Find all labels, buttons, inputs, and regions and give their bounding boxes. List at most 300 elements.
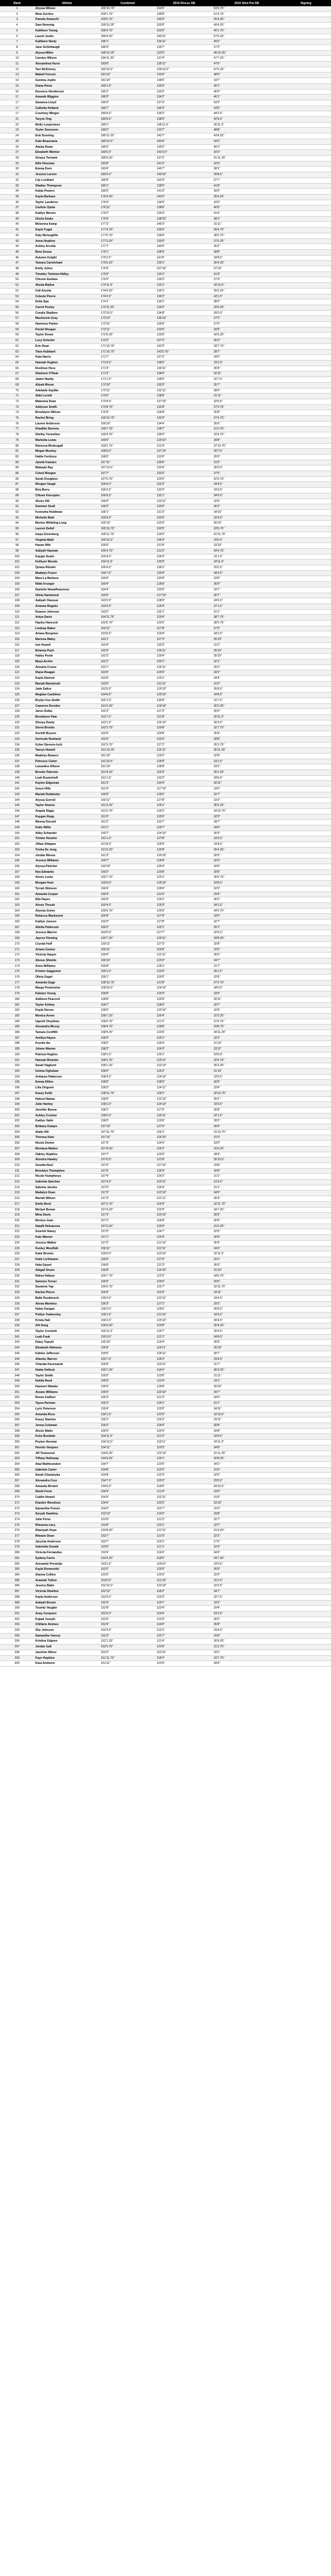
cell-shot-put: 30'8"	[213, 1168, 281, 1174]
cell-combined: 160'4.5"	[100, 902, 156, 908]
cell-discus: 126'10"	[156, 687, 213, 692]
cell-rank: 15	[0, 83, 34, 89]
cell-signing	[281, 1295, 331, 1301]
cell-rank: 155	[0, 858, 34, 864]
cell-signing	[281, 1307, 331, 1313]
cell-athlete: Kenley Woolfolk	[34, 1246, 100, 1251]
cell-shot-put: 34'6.5"	[213, 598, 281, 604]
cell-shot-put: 29'1"	[213, 1257, 281, 1262]
cell-discus: 134'2"	[156, 95, 213, 100]
cell-athlete: Tamara Carmichael	[34, 261, 100, 266]
cell-discus: 143'3"	[156, 177, 213, 183]
cell-signing	[281, 1129, 331, 1135]
cell-rank: 126	[0, 698, 34, 703]
cell-combined: 159'4"	[100, 953, 156, 958]
table-row	[0, 144, 331, 150]
cell-rank: 129	[0, 715, 34, 720]
cell-rank: 207	[0, 1146, 34, 1152]
cell-rank: 180	[0, 997, 34, 1002]
cell-signing	[281, 167, 331, 172]
cell-shot-put: 31'11"	[213, 394, 281, 399]
cell-combined: 154'9.25"	[100, 1456, 156, 1462]
cell-discus: 124'3"	[156, 1047, 213, 1052]
cell-combined: 154'7.5"	[100, 1479, 156, 1484]
cell-signing	[281, 731, 331, 737]
cell-combined: 157'11.75"	[100, 1129, 156, 1135]
cell-shot-put: 32'7"	[213, 920, 281, 925]
cell-discus: 125'1"	[156, 1052, 213, 1058]
cell-combined: 157'0"	[100, 1229, 156, 1235]
cell-signing	[281, 570, 331, 576]
cell-rank: 219	[0, 1213, 34, 1218]
cell-discus: 125'1"	[156, 925, 213, 930]
table-row	[0, 792, 331, 797]
cell-shot-put: 34'10.5"	[213, 1484, 281, 1489]
cell-signing	[281, 1390, 331, 1395]
cell-discus: 140'2"	[156, 194, 213, 200]
cell-rank: 30	[0, 167, 34, 172]
cell-signing	[281, 349, 331, 355]
table-row	[0, 820, 331, 825]
table-row	[0, 1661, 331, 1667]
cell-rank: 261	[0, 1445, 34, 1451]
cell-rank: 97	[0, 537, 34, 543]
cell-signing	[281, 825, 331, 831]
cell-athlete: Balle Ruskkosch	[34, 1295, 100, 1301]
cell-signing	[281, 128, 331, 133]
table-row	[0, 609, 331, 615]
cell-athlete: Kasey Keith	[34, 1091, 100, 1096]
cell-athlete: Coralie Skallern	[34, 310, 100, 316]
cell-discus: 126'11"	[156, 665, 213, 670]
cell-athlete: Kiandre Woodson	[34, 1500, 100, 1506]
cell-combined: 155'7.25"	[100, 1367, 156, 1373]
cell-rank: 149	[0, 825, 34, 831]
cell-signing	[281, 1052, 331, 1058]
cell-discus: 123'4"	[156, 1606, 213, 1611]
table-row	[0, 1080, 331, 1086]
cell-shot-put: 34'2"	[213, 670, 281, 676]
cell-signing	[281, 969, 331, 975]
cell-combined: 171'1.5"	[100, 377, 156, 383]
table-row	[0, 1401, 331, 1407]
cell-discus: 138'4"	[156, 371, 213, 377]
table-row	[0, 404, 331, 410]
cell-discus: 126'1"	[156, 1129, 213, 1135]
table-row	[0, 969, 331, 975]
cell-discus: 125'2"	[156, 1417, 213, 1423]
cell-combined: 152'5.5"	[100, 1628, 156, 1634]
cell-shot-put: 34'3.5"	[213, 488, 281, 493]
table-row	[0, 1207, 331, 1213]
cell-athlete: Montana Mattox	[34, 1146, 100, 1152]
cell-rank: 188	[0, 1041, 34, 1047]
cell-signing	[281, 106, 331, 111]
cell-discus: 140'10"	[156, 172, 213, 178]
cell-shot-put: 30'7"	[213, 1002, 281, 1008]
cell-discus: 134'4"	[156, 421, 213, 427]
table-row	[0, 394, 331, 399]
table-row	[0, 1329, 331, 1335]
cell-athlete: Carlisle Ojeda	[34, 205, 100, 211]
cell-athlete: Hannah Ricketts	[34, 1058, 100, 1063]
cell-discus: 128'9"	[156, 759, 213, 764]
cell-rank: 63	[0, 349, 34, 355]
table-row	[0, 1213, 331, 1218]
cell-signing	[281, 1440, 331, 1445]
cell-discus: 121'2"	[156, 1019, 213, 1024]
cell-signing	[281, 482, 331, 488]
cell-signing	[281, 582, 331, 588]
cell-signing	[281, 17, 331, 23]
cell-athlete: Alietta Patterson	[34, 925, 100, 930]
table-row	[0, 34, 331, 39]
cell-discus: 132'6"	[156, 416, 213, 422]
cell-rank: 278	[0, 1539, 34, 1545]
cell-shot-put: 32'3"	[213, 858, 281, 864]
cell-rank: 103	[0, 570, 34, 576]
cell-shot-put: 33'1.5"	[213, 759, 281, 764]
cell-signing	[281, 316, 331, 322]
cell-shot-put: 43'0"	[213, 100, 281, 106]
cell-shot-put: 39'6"	[213, 189, 281, 195]
cell-rank: 95	[0, 526, 34, 532]
table-row	[0, 787, 331, 792]
table-row	[0, 62, 331, 67]
table-row	[0, 1290, 331, 1296]
cell-discus: 138'6"	[156, 377, 213, 383]
cell-discus: 122'2"	[156, 1274, 213, 1279]
cell-athlete: Kaygan Repp	[34, 814, 100, 820]
cell-discus: 124'8"	[156, 1384, 213, 1390]
cell-rank: 194	[0, 1074, 34, 1080]
cell-shot-put: 33'11"	[213, 1290, 281, 1296]
cell-athlete: Anna Hopkins	[34, 238, 100, 244]
cell-shot-put: 34'11.5"	[213, 1440, 281, 1445]
cell-shot-put: 34'8.5"	[213, 1334, 281, 1340]
cell-athlete: Makenna Dean	[34, 399, 100, 404]
cell-discus: 134'11"	[156, 366, 213, 371]
cell-athlete: Xochitl Bryson	[34, 731, 100, 737]
cell-shot-put: 33'2"	[213, 1600, 281, 1606]
cell-athlete: Olivia Gegel	[34, 975, 100, 981]
cell-shot-put: 38'2.75"	[213, 233, 281, 238]
cell-rank: 101	[0, 560, 34, 565]
cell-combined: 154'10.5"	[100, 1440, 156, 1445]
cell-combined: 200'10.75"	[100, 6, 156, 11]
cell-signing	[281, 1086, 331, 1091]
cell-athlete: Shelby Yermetten	[34, 432, 100, 438]
cell-athlete: Chillarie Ammes	[34, 1622, 100, 1628]
cell-combined: 153'5"	[100, 1545, 156, 1550]
cell-rank: 134	[0, 742, 34, 748]
table-row	[0, 1069, 331, 1075]
cell-combined: 176'11"	[100, 205, 156, 211]
cell-rank: 269	[0, 1489, 34, 1495]
table-row	[0, 1362, 331, 1368]
cell-discus: 118'3"	[156, 1589, 213, 1595]
cell-shot-put: 34'0.75"	[213, 908, 281, 914]
cell-combined: 184'11.25"	[100, 56, 156, 62]
cell-athlete: Mabell Forrest	[34, 72, 100, 78]
cell-athlete: Meghan Castilmer	[34, 692, 100, 698]
cell-athlete: Flerah Morgan	[34, 327, 100, 333]
cell-rank: 179	[0, 991, 34, 997]
cell-rank: 279	[0, 1545, 34, 1550]
table-row	[0, 1534, 331, 1540]
cell-discus: 126'4"	[156, 1013, 213, 1019]
cell-shot-put: 33'5"	[213, 914, 281, 920]
cell-combined: 169'10"	[100, 421, 156, 427]
cell-signing	[281, 1373, 331, 1379]
table-row	[0, 1096, 331, 1102]
cell-discus: 129'6"	[156, 814, 213, 820]
cell-shot-put: 32'8"	[213, 753, 281, 759]
cell-rank: 70	[0, 388, 34, 394]
cell-signing	[281, 89, 331, 95]
cell-combined: 151'11"	[100, 1661, 156, 1667]
cell-signing	[281, 283, 331, 289]
cell-shot-put: 29'1"	[213, 1650, 281, 1655]
cell-athlete: Lauren Anderson	[34, 421, 100, 427]
cell-combined: 157'10"	[100, 1124, 156, 1130]
cell-combined: 161'1.5"	[100, 775, 156, 781]
table-row	[0, 902, 331, 908]
cell-rank: 9	[0, 50, 34, 56]
cell-signing	[281, 1069, 331, 1075]
cell-discus: 138'10"	[156, 216, 213, 222]
cell-discus: 132'4"	[156, 465, 213, 471]
cell-signing	[281, 665, 331, 670]
cell-discus: 119'4"	[156, 1367, 213, 1373]
cell-signing	[281, 388, 331, 394]
cell-athlete: Fumezha Heidtman	[34, 509, 100, 515]
cell-discus: 131'4"	[156, 443, 213, 449]
cell-rank: 130	[0, 720, 34, 726]
cell-shot-put: 38'1"	[213, 167, 281, 172]
cell-shot-put: 34'7"	[213, 1390, 281, 1395]
cell-signing	[281, 1572, 331, 1578]
table-row	[0, 1318, 331, 1323]
cell-shot-put: 34'11"	[213, 1406, 281, 1412]
cell-shot-put: 37'0.75"	[213, 404, 281, 410]
cell-shot-put: 36'5"	[213, 953, 281, 958]
cell-athlete: Ranessa Mcdougall	[34, 443, 100, 449]
cell-discus: 124'3"	[156, 1201, 213, 1207]
cell-signing	[281, 476, 331, 482]
cell-combined: 177'4.75"	[100, 228, 156, 233]
table-row	[0, 920, 331, 925]
cell-rank: 230	[0, 1274, 34, 1279]
table-row	[0, 1461, 331, 1467]
cell-discus: 127'4"	[156, 914, 213, 920]
table-row	[0, 698, 331, 703]
table-row	[0, 764, 331, 770]
cell-signing	[281, 576, 331, 582]
cell-rank: 59	[0, 327, 34, 333]
cell-discus: 122'11"	[156, 1650, 213, 1655]
cell-rank: 237	[0, 1312, 34, 1318]
cell-athlete: Nicole Dorien	[34, 1141, 100, 1147]
cell-shot-put: 30'6"	[213, 1218, 281, 1224]
cell-athlete: Alexis Watts	[34, 1428, 100, 1434]
table-row	[0, 1606, 331, 1611]
cell-combined: 158'7"	[100, 1002, 156, 1008]
cell-signing	[281, 920, 331, 925]
cell-rank: 249	[0, 1379, 34, 1384]
cell-rank: 289	[0, 1600, 34, 1606]
cell-signing	[281, 1229, 331, 1235]
cell-rank: 47	[0, 261, 34, 266]
table-row	[0, 421, 331, 427]
table-row	[0, 908, 331, 914]
cell-rank: 270	[0, 1495, 34, 1501]
cell-combined: 165'10.75"	[100, 526, 156, 532]
table-row	[0, 864, 331, 869]
cell-signing	[281, 1434, 331, 1440]
cell-shot-put: 34'8.5"	[213, 255, 281, 261]
table-row	[0, 748, 331, 754]
cell-shot-put: 36'3.25"	[213, 1367, 281, 1373]
cell-rank: 113	[0, 626, 34, 631]
cell-combined: 160'10"	[100, 864, 156, 869]
cell-shot-put: 34'1.5"	[213, 902, 281, 908]
cell-athlete: Kelliyon Woods	[34, 560, 100, 565]
cell-shot-put: 31'10.75"	[213, 1129, 281, 1135]
cell-discus: 133'6"	[156, 327, 213, 333]
table-row	[0, 155, 331, 161]
cell-combined: 161'1"	[100, 825, 156, 831]
cell-signing	[281, 775, 331, 781]
cell-shot-put: 38'1"	[213, 216, 281, 222]
table-row	[0, 1356, 331, 1362]
table-row	[0, 1484, 331, 1489]
cell-signing	[281, 1633, 331, 1639]
cell-discus: 136'1"	[156, 299, 213, 305]
cell-discus: 124'10"	[156, 986, 213, 991]
cell-rank: 26	[0, 144, 34, 150]
cell-discus: 133'2"	[156, 89, 213, 95]
table-row	[0, 1240, 331, 1246]
cell-rank: 52	[0, 288, 34, 294]
cell-shot-put: 32'7.5"	[213, 377, 281, 383]
cell-combined: 172'11"	[100, 327, 156, 333]
cell-discus: 130'6"	[156, 698, 213, 703]
cell-athlete: Daisy Tupuhi	[34, 1340, 100, 1346]
cell-athlete: Elizabeth Atkinson	[34, 1346, 100, 1351]
cell-athlete: Zenetta Noel	[34, 1163, 100, 1168]
cell-shot-put: 40'10"	[213, 521, 281, 526]
cell-athlete: Kelsi Burdette	[34, 1434, 100, 1440]
cell-athlete: Alexandrea Hurst	[34, 62, 100, 67]
cell-athlete: Elizabeth Weimer	[34, 150, 100, 156]
cell-signing	[281, 1301, 331, 1307]
cell-signing	[281, 781, 331, 787]
cell-signing	[281, 787, 331, 792]
cell-rank: 148	[0, 820, 34, 825]
cell-athlete: Faye Hopkins	[34, 1655, 100, 1661]
cell-signing	[281, 1445, 331, 1451]
cell-athlete: Shreya Dewly	[34, 720, 100, 726]
cell-combined: 156'1.5"	[100, 1312, 156, 1318]
cell-athlete: Grace Hills	[34, 787, 100, 792]
cell-signing	[281, 642, 331, 648]
table-row	[0, 1224, 331, 1229]
cell-discus: 133'4"	[156, 736, 213, 742]
cell-rank: 267	[0, 1479, 34, 1484]
cell-rank: 293	[0, 1622, 34, 1628]
cell-athlete: Shaniyah Hope	[34, 1528, 100, 1534]
cell-discus: 126'11"	[156, 648, 213, 654]
cell-shot-put: 43'0"	[213, 200, 281, 205]
cell-signing	[281, 11, 331, 17]
cell-shot-put: 33'6"	[213, 787, 281, 792]
cell-shot-put: 33'4"	[213, 1086, 281, 1091]
cell-rank: 10	[0, 56, 34, 62]
cell-signing	[281, 56, 331, 62]
cell-shot-put: 43'5"	[213, 106, 281, 111]
cell-combined: 162'7.5"	[100, 715, 156, 720]
cell-athlete: Kaitlyn Morelo	[34, 211, 100, 217]
table-row	[0, 687, 331, 692]
cell-rank: 245	[0, 1356, 34, 1362]
cell-signing	[281, 703, 331, 709]
cell-shot-put: 37'5"	[213, 471, 281, 477]
cell-combined: 180'6.5"	[100, 117, 156, 123]
cell-combined: 155'2"	[100, 1423, 156, 1429]
cell-discus: 133'7"	[156, 128, 213, 133]
cell-athlete: Addyson Smith	[34, 404, 100, 410]
cell-athlete: Kajaal Joseph	[34, 1617, 100, 1622]
cell-combined: 160'4"	[100, 886, 156, 892]
cell-discus: 141'0"	[156, 189, 213, 195]
table-row	[0, 255, 331, 261]
cell-rank: 82	[0, 454, 34, 460]
cell-combined: 163'5.5"	[100, 604, 156, 609]
cell-combined: 161'10"	[100, 753, 156, 759]
table-row	[0, 953, 331, 958]
cell-rank: 8	[0, 44, 34, 50]
cell-discus: 122'7"	[156, 1633, 213, 1639]
cell-athlete: Amanda Wrobel	[34, 1484, 100, 1489]
table-row	[0, 980, 331, 986]
table-row	[0, 1645, 331, 1650]
cell-discus: 129'2"	[156, 753, 213, 759]
cell-combined: 174'2.5"	[100, 294, 156, 299]
cell-discus: 122'4"	[156, 1379, 213, 1384]
cell-signing	[281, 427, 331, 432]
cell-athlete: Ryanne Johnson	[34, 609, 100, 615]
cell-rank: 144	[0, 797, 34, 803]
cell-athlete: Haleva Nawas	[34, 1096, 100, 1102]
cell-rank: 48	[0, 266, 34, 272]
cell-discus: 125'7"	[156, 1329, 213, 1335]
cell-athlete: Scarlett Haney	[34, 1229, 100, 1235]
cell-signing	[281, 244, 331, 250]
table-row	[0, 277, 331, 283]
table-row	[0, 670, 331, 676]
cell-signing	[281, 1628, 331, 1634]
cell-athlete: Taylor Kirkley	[34, 1002, 100, 1008]
cell-shot-put: 37'2"	[213, 44, 281, 50]
table-row	[0, 598, 331, 604]
cell-rank: 283	[0, 1567, 34, 1573]
table-row	[0, 947, 331, 953]
cell-shot-put: 30'5"	[213, 1080, 281, 1086]
table-row	[0, 67, 331, 72]
cell-discus: 130'9"	[156, 576, 213, 582]
cell-rank: 192	[0, 1063, 34, 1069]
